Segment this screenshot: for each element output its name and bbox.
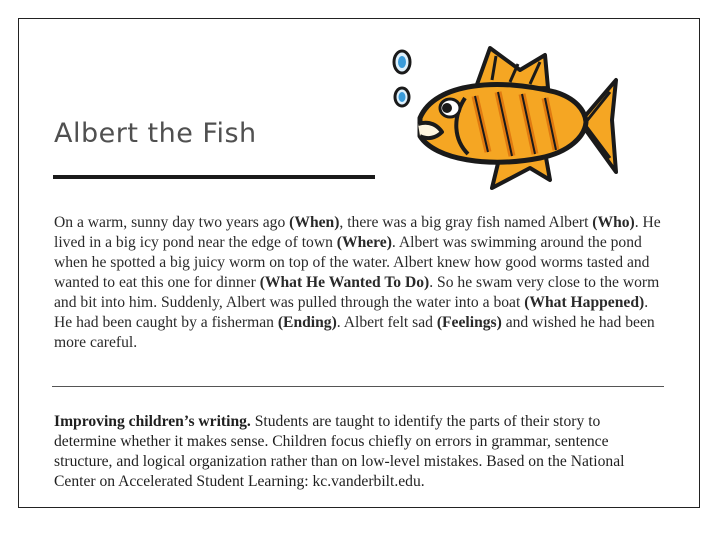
story-text: . So he swam very close to the worm and bit into him. Suddenly, Albert was pulled through the water into a boat — [54, 274, 660, 311]
label-ending: (Ending) — [277, 314, 337, 331]
story-text: and wished he had been more careful. — [54, 314, 655, 351]
caption-heading: Improving children’s writing. — [54, 413, 251, 430]
story-text: . He had been caught by a fisherman — [54, 294, 649, 331]
label-what-he-wanted: (What He Wanted To Do) — [259, 274, 430, 291]
label-feelings: (Feelings) — [436, 314, 502, 331]
story-text: , there was a big gray fish named Albert — [339, 214, 593, 231]
story-paragraph — [54, 213, 666, 353]
label-who: (Who) — [592, 214, 635, 231]
section-divider — [52, 386, 664, 387]
fish-icon — [380, 40, 620, 190]
bubbles — [394, 51, 410, 106]
title-underline — [53, 175, 375, 179]
label-where: (Where) — [336, 234, 392, 251]
story-text: . He lived in a big icy pond near the edge of town — [54, 214, 661, 251]
caption-body: Students are taught to identify the parts of their story to determine whether it makes sense. Children focus chiefly on errors in grammar, sentence structure, and logical organization rather than on low-level mistakes. Based on the National Center on Accelerated Student Learning: kc.vanderbilt.edu. — [54, 413, 625, 490]
page-title: Albert the Fish — [54, 118, 257, 149]
story-text: . Albert felt sad — [336, 314, 437, 331]
story-text: . Albert was swimming around the pond when he spotted a big juicy worm on top of the water. Albert knew how good worms tasted and wanted to eat this one for dinner — [54, 234, 650, 291]
story-text: On a warm, sunny day two years ago — [54, 214, 290, 231]
label-when: (When) — [289, 214, 340, 231]
caption-paragraph — [54, 412, 666, 492]
label-what-happened: (What Happened) — [524, 294, 645, 311]
